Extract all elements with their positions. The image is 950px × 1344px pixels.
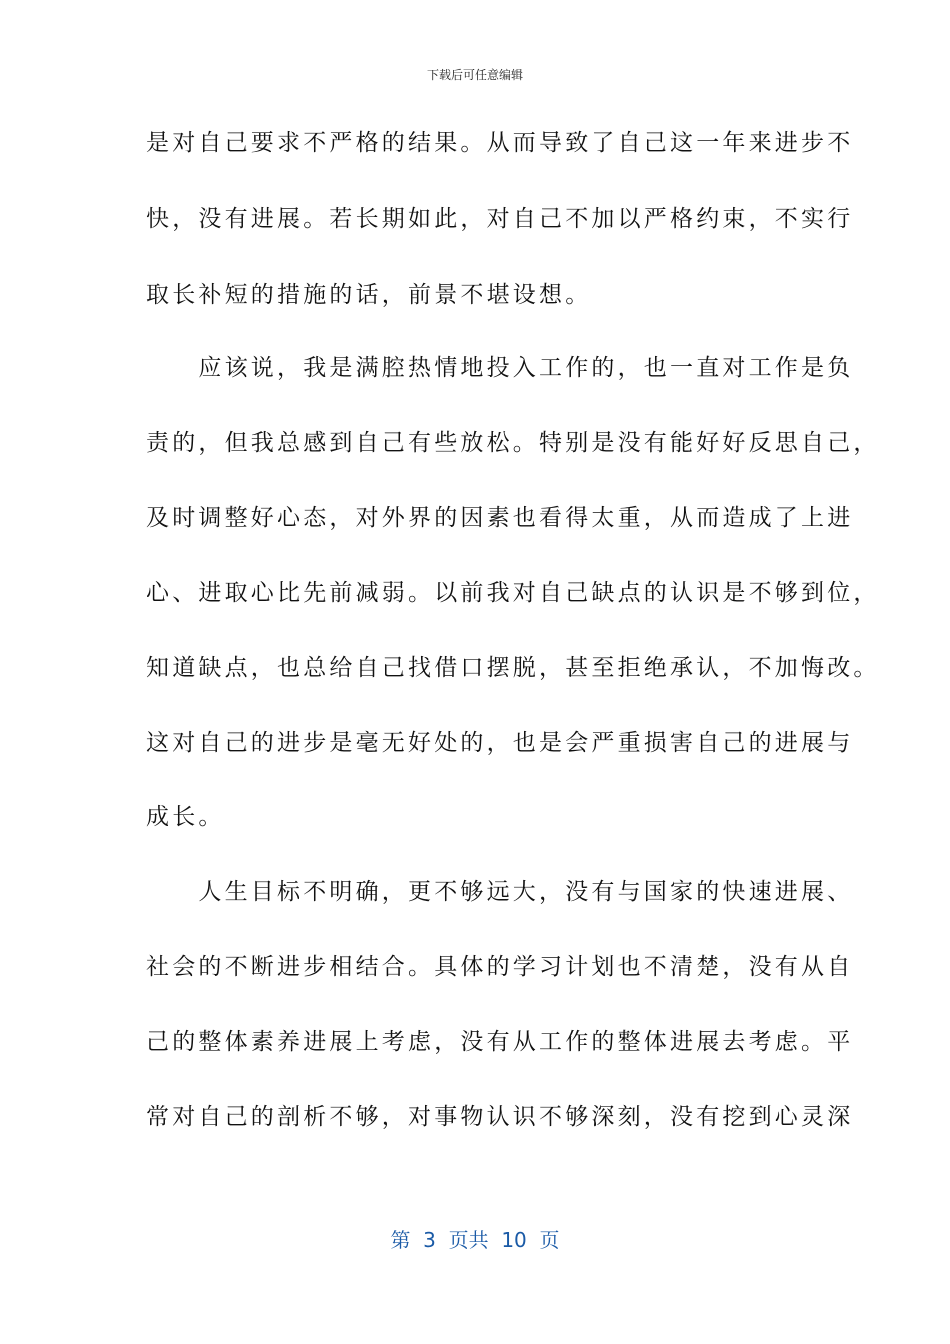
- body-line: 知道缺点，也总给自己找借口摆脱，甚至拒绝承认，不加悔改。: [146, 655, 880, 681]
- body-line: 责的，但我总感到自己有些放松。特别是没有能好好反思自己，: [146, 430, 880, 456]
- body-line: 成长。: [146, 804, 225, 830]
- body-line: 取长补短的措施的话，前景不堪设想。: [146, 282, 592, 308]
- page-header: 下载后可任意编辑: [426, 68, 523, 82]
- body-line: 是对自己要求不严格的结果。从而导致了自己这一年来进步不: [146, 130, 854, 156]
- body-line: 常对自己的剖析不够，对事物认识不够深刻，没有挖到心灵深: [146, 1104, 854, 1130]
- body-line: 社会的不断进步相结合。具体的学习计划也不清楚，没有从自: [146, 954, 854, 980]
- body-line: 这对自己的进步是毫无好处的，也是会严重损害自己的进展与: [146, 730, 854, 756]
- page-number-footer: 第 3 页共 10 页: [390, 1228, 560, 1252]
- body-line: 心、进取心比先前减弱。以前我对自己缺点的认识是不够到位，: [146, 580, 880, 606]
- body-line: 及时调整好心态，对外界的因素也看得太重，从而造成了上进: [146, 505, 854, 531]
- body-line: 己的整体素养进展上考虑，没有从工作的整体进展去考虑。平: [146, 1029, 854, 1055]
- body-line: 快，没有进展。若长期如此，对自己不加以严格约束，不实行: [146, 206, 854, 232]
- body-line: 应该说，我是满腔热情地投入工作的，也一直对工作是负: [146, 355, 854, 381]
- body-line: 人生目标不明确，更不够远大，没有与国家的快速进展、: [146, 879, 854, 905]
